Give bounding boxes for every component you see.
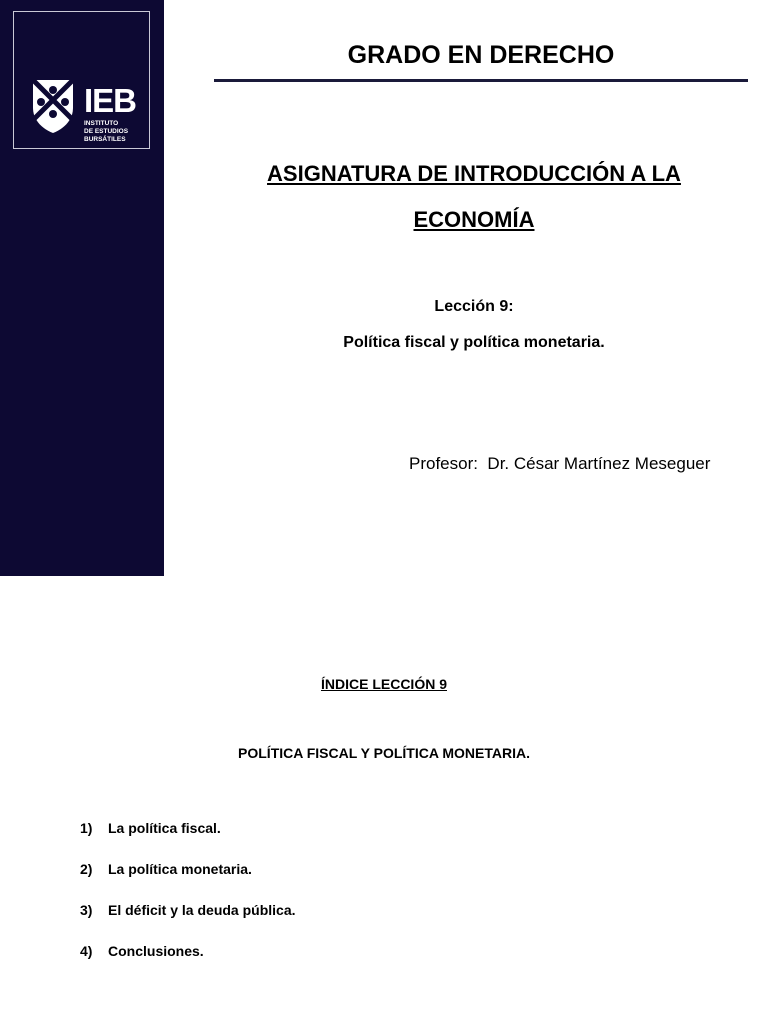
index-item xyxy=(80,943,296,984)
index-list xyxy=(80,820,296,984)
index-slide xyxy=(0,576,768,1024)
logo-subtitle xyxy=(84,120,154,144)
index-item-number: 3) xyxy=(80,902,93,918)
index-item xyxy=(80,820,296,861)
index-item-text: El déficit y la deuda pública. xyxy=(108,902,296,918)
index-item-number: 4) xyxy=(80,943,93,959)
course-title-line: ECONOMÍA xyxy=(413,207,535,232)
course-title xyxy=(214,151,734,243)
professor-line: Profesor: Dr. César Martínez Meseguer xyxy=(409,454,711,473)
course-title-line: ASIGNATURA DE INTRODUCCIÓN A LA xyxy=(267,161,681,186)
logo-subtitle-line: INSTITUTO xyxy=(84,120,119,127)
index-item-text: La política monetaria. xyxy=(108,861,252,877)
index-item-text: Conclusiones. xyxy=(108,943,204,959)
logo-subtitle-line: DE ESTUDIOS xyxy=(84,128,129,135)
index-item-number: 1) xyxy=(80,820,93,836)
index-item-number: 2) xyxy=(80,861,93,877)
title-divider xyxy=(214,79,748,82)
sidebar xyxy=(0,0,164,576)
index-item xyxy=(80,902,296,943)
ieb-logo xyxy=(13,11,150,149)
lesson-heading xyxy=(214,289,734,361)
index-item xyxy=(80,861,296,902)
ieb-shield-icon xyxy=(31,78,75,134)
lesson-title: Política fiscal y política monetaria. xyxy=(343,334,605,351)
logo-brand: IEB xyxy=(84,82,137,119)
index-subtitle: POLÍTICA FISCAL Y POLÍTICA MONETARIA. xyxy=(238,745,530,761)
index-title: ÍNDICE LECCIÓN 9 xyxy=(320,676,447,692)
program-title: GRADO EN DERECHO xyxy=(347,41,615,69)
logo-subtitle-line: BURSÁTILES xyxy=(84,136,126,143)
index-item-text: La política fiscal. xyxy=(108,820,221,836)
lesson-number: Lección 9: xyxy=(434,298,514,315)
